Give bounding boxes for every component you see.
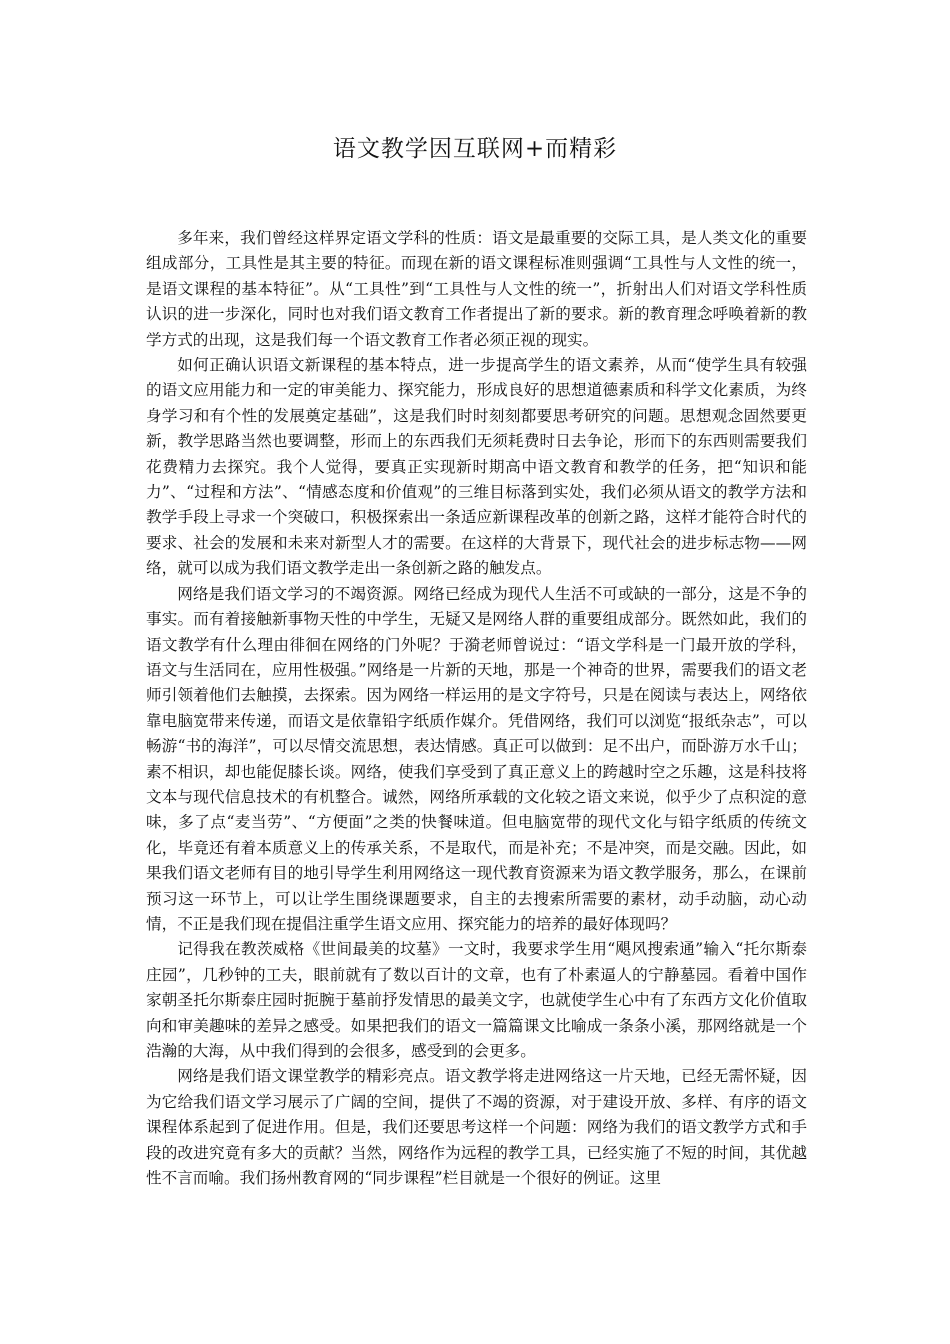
paragraph-4: 记得我在教茨威格《世间最美的坟墓》一文时，我要求学生用“飓风搜索通”输入“托尔斯泰庄园”，几秒钟的工夫，眼前就有了数以百计的文章，也有了朴素逼人的宁静墓园。看着中国作家朝圣托尔斯泰庄园时扼腕于墓前抒发情思的最美文字，也就使学生心中有了东西方文化价值取向和审美趣味的差异之感受。如果把我们的语文一篇篇课文比喻成一条条小溪，那网络就是一个浩瀚的大海，从中我们得到的会很多，感受到的会更多。 [146,940,807,1060]
document-title: 语文教学因互联网+而精彩 [332,136,618,162]
document-body [146,226,807,1191]
paragraph-3: 网络是我们语文学习的不竭资源。网络已经成为现代人生活不可或缺的一部分，这是不争的事实。而有着接触新事物天性的中学生，无疑又是网络人群的重要组成部分。既然如此，我们的语文教学有什么理由徘徊在网络的门外呢？于漪老师曾说过：“语文学科是一门最开放的学科，语文与生活同在，应用性极强。”网络是一片新的天地，那是一个神奇的世界，需要我们的语文老师引领着他们去触摸，去探索。因为网络一样运用的是文字符号，只是在阅读与表达上，网络依靠电脑宽带来传递，而语文是依靠铅字纸质作媒介。凭借网络，我们可以浏览“报纸杂志”，可以畅游“书的海洋”，可以尽情交流思想，表达情感。真正可以做到：足不出户，而卧游万水千山；素不相识，却也能促膝长谈。网络，使我们享受到了真正意义上的跨越时空之乐趣，这是科技将文本与现代信息技术的有机整合。诚然，网络所承载的文化较之语文来说，似乎少了点积淀的意味，多了点“麦当劳”、“方便面”之类的快餐味道。但电脑宽带的现代文化与铅字纸质的传统文化，毕竟还有着本质意义上的传承关系，不是取代，而是补充；不是冲突，而是交融。因此，如果我们语文老师有目的地引导学生利用网络这一现代教育资源来为语文教学服务，那么，在课前预习这一环节上，可以让学生围绕课题要求，自主的去搜索所需要的素材，动手动脑，动心动情，不正是我们现在提倡注重学生语文应用、探究能力的培养的最好体现吗？ [146,584,807,933]
paragraph-1: 多年来，我们曾经这样界定语文学科的性质：语文是最重要的交际工具，是人类文化的重要组成部分，工具性是其主要的特征。而现在新的语文课程标准则强调“工具性与人文性的统一，是语文课程的基本特征”。从“工具性”到“工具性与人文性的统一”，折射出人们对语文学科性质认识的进一步深化，同时也对我们语文教育工作者提出了新的要求。新的教育理念呼唤着新的教学方式的出现，这是我们每一个语文教育工作者必须正视的现实。 [146,229,807,349]
paragraph-2: 如何正确认识语文新课程的基本特点，进一步提高学生的语文素养，从而“使学生具有较强的语文应用能力和一定的审美能力、探究能力，形成良好的思想道德素质和科学文化素质，为终身学习和有个性的发展奠定基础”，这是我们时时刻刻都要思考研究的问题。思想观念固然要更新，教学思路当然也要调整，形而上的东西我们无须耗费时日去争论，形而下的东西则需要我们花费精力去探究。我个人觉得，要真正实现新时期高中语文教育和教学的任务，把“知识和能力”、“过程和方法”、“情感态度和价值观”的三维目标落到实处，我们必须从语文的教学方法和教学手段上寻求一个突破口，积极探索出一条适应新课程改革的创新之路，这样才能符合时代的要求、社会的发展和未来对新型人才的需要。在这样的大背景下，现代社会的进步标志物——网络，就可以成为我们语文教学走出一条创新之路的触发点。 [146,356,807,578]
paragraph-5: 网络是我们语文课堂教学的精彩亮点。语文教学将走进网络这一片天地，已经无需怀疑，因为它给我们语文学习展示了广阔的空间，提供了不竭的资源，对于建设开放、多样、有序的语文课程体系起到了促进作用。但是，我们还要思考这样一个问题：网络为我们的语文教学方式和手段的改进究竟有多大的贡献？当然，网络作为远程的教学工具，已经实施了不短的时间，其优越性不言而喻。我们扬州教育网的“同步课程”栏目就是一个很好的例证。这里 [146,1067,807,1188]
